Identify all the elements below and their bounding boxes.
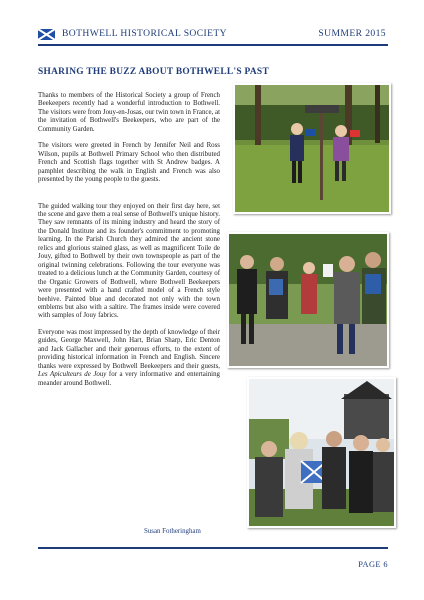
- article-paragraph: The guided walking tour they enjoyed on their first day here, set the scene and gave them a real sense of Bothwell's unique history. They saw remnants of its mining industry and heard the story of the Donald Institute and its founder's commitment to promoting learning. In the Parish Church they admired the ancient stone relics and glorious stained glass, as well as magnificent Toile de Jouy, gifted to Bothwell by their own townspeople as part of the original twinning celebrations. Following the tour everyone was treated to a delicious lunch at the Community Garden, courtesy of the Organic Growers of Bothwell, where Bothwell Beekeepers were presented with a hand crafted model of a French style beehive. Painted blue and decorated not only with the town emblems but also with a saltire. The frames inside were covered with samples of Jouy fabrics.: [38, 202, 220, 320]
- article-paragraph: Thanks to members of the Historical Society a group of French Beekeepers recently had a wonderful introduction to Bothwell. The visitors were from Jouy-en-Josas, our twin town in France, at the invitation of Bothwell's Beekeepers, who are part of the Community Garden.: [38, 92, 220, 133]
- closing-paragraph: [38, 329, 220, 388]
- organization-name: BOTHWELL HISTORICAL SOCIETY: [62, 28, 227, 39]
- guest-group-name: Les Apiculteurs de Jouy: [38, 371, 107, 379]
- author-signature: Susan Fotheringham: [144, 528, 201, 535]
- article-paragraph: The visitors were greeted in French by Jennifer Neil and Ross Wilson, pupils at Bothwell Primary School who then distributed French and Scottish flags together with St Andrew badges. A pamphlet describing the walk in English and French was also presented by the young people to the guests.: [38, 142, 220, 184]
- saltire-flag-icon: [38, 29, 55, 40]
- photo-pupils-signpost: [233, 83, 391, 214]
- article-title: SHARING THE BUZZ ABOUT BOTHWELL'S PAST: [38, 67, 269, 77]
- issue-label: SUMMER 2015: [318, 28, 386, 39]
- article-body: [38, 92, 220, 396]
- page-number: PAGE 6: [358, 560, 388, 569]
- closing-text: Everyone was most impressed by the depth of knowledge of their guides, George Maxwell, John Hart, Brian Sharp, Eric Denton and Jack Gallacher and their generous efforts, to the extent of providing historical information in French and English. Sincere thanks were expressed by Bothwell Beekeepers and their guests,: [38, 328, 220, 370]
- header-divider: [38, 44, 388, 46]
- page-header: [38, 26, 388, 46]
- photo-beehive-presentation: [247, 377, 396, 528]
- closing-text-end: for a very informative and entertaining meander around Bothwell.: [38, 371, 220, 387]
- footer-divider: [38, 547, 388, 549]
- photo-walking-tour: [227, 232, 389, 368]
